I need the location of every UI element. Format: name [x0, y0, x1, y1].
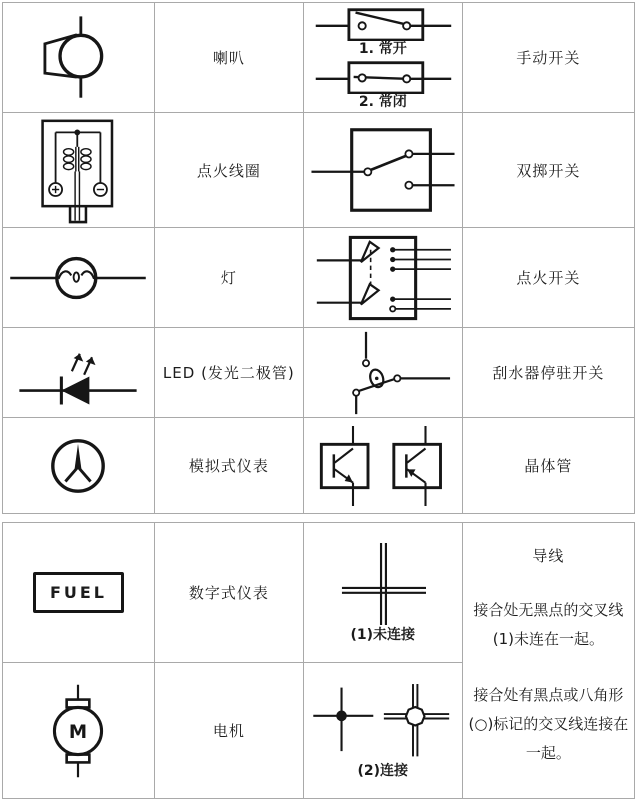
lamp-icon: [6, 243, 150, 313]
table-row: [3, 328, 635, 418]
cell-ignition-switch-symbol: [303, 228, 462, 328]
cell-manual-switch-symbol: [303, 3, 462, 113]
cell-crossing-connected-symbol: [303, 662, 462, 798]
cell-crossing-not-connected-symbol: [303, 523, 462, 663]
table-row: [3, 523, 635, 663]
transistor-icon: [308, 421, 458, 511]
ignition-coil-icon: [31, 115, 125, 225]
cell-analog-meter-symbol: [3, 418, 155, 514]
caption-not-connected: (1)未连接: [350, 627, 416, 644]
cell-ignition-coil-symbol: [3, 113, 155, 228]
crossing-connected-icon: [306, 681, 460, 763]
cell-motor-symbol: [3, 662, 155, 798]
analog-meter-icon: [47, 435, 109, 497]
ignition-switch-icon: [308, 232, 458, 324]
motor-icon: [30, 680, 126, 782]
caption-connected: (2)连接: [357, 763, 409, 780]
label-led: LED (发光二极管): [154, 328, 303, 418]
wire-note-para1: 接合处无黑点的交叉线(1)未连在一起。: [473, 601, 624, 649]
label-analog-meter: 模拟式仪表: [154, 418, 303, 514]
cell-horn-symbol: [3, 3, 155, 113]
label-lamp: 灯: [154, 228, 303, 328]
symbol-table-2: [2, 522, 635, 799]
cell-led-symbol: [3, 328, 155, 418]
cell-double-throw-switch-symbol: [303, 113, 462, 228]
cell-digital-meter-symbol: [3, 523, 155, 663]
label-ignition-switch: 点火开关: [462, 228, 634, 328]
normally-closed-switch-icon: [306, 58, 460, 94]
motor-letter: M: [69, 721, 88, 743]
normally-open-switch-icon: [306, 5, 460, 41]
label-transistor: 晶体管: [462, 418, 634, 514]
table-row: [3, 113, 635, 228]
cell-transistor-symbol: [303, 418, 462, 514]
cell-lamp-symbol: [3, 228, 155, 328]
label-motor: 电机: [154, 662, 303, 798]
symbol-table-1: [2, 2, 635, 514]
label-double-throw-switch: 双掷开关: [462, 113, 634, 228]
cell-wire-note: [462, 523, 634, 799]
label-ignition-coil: 点火线圈: [154, 113, 303, 228]
label-wiper-park-switch: 刮水器停驻开关: [462, 328, 634, 418]
caption-normally-closed: 2. 常闭: [358, 93, 407, 110]
wire-note-para2: 接合处有黑点或八角形(○)标记的交叉线连接在一起。: [468, 685, 629, 762]
cell-wiper-park-switch-symbol: [303, 328, 462, 418]
horn-icon: [26, 11, 130, 105]
fuel-gauge-icon: FUEL: [33, 572, 124, 613]
led-icon: [12, 331, 144, 415]
crossing-not-connected-icon: [306, 541, 460, 627]
table-row: [3, 228, 635, 328]
label-digital-meter: 数字式仪表: [154, 523, 303, 663]
table-row: [3, 3, 635, 113]
caption-normally-open: 1. 常开: [358, 41, 407, 58]
wire-note-title: 导线: [532, 547, 565, 565]
double-throw-switch-icon: [307, 120, 459, 220]
label-horn: 喇叭: [154, 3, 303, 113]
wiper-park-switch-icon: [307, 331, 459, 415]
label-manual-switch: 手动开关: [462, 3, 634, 113]
table-row: [3, 418, 635, 514]
